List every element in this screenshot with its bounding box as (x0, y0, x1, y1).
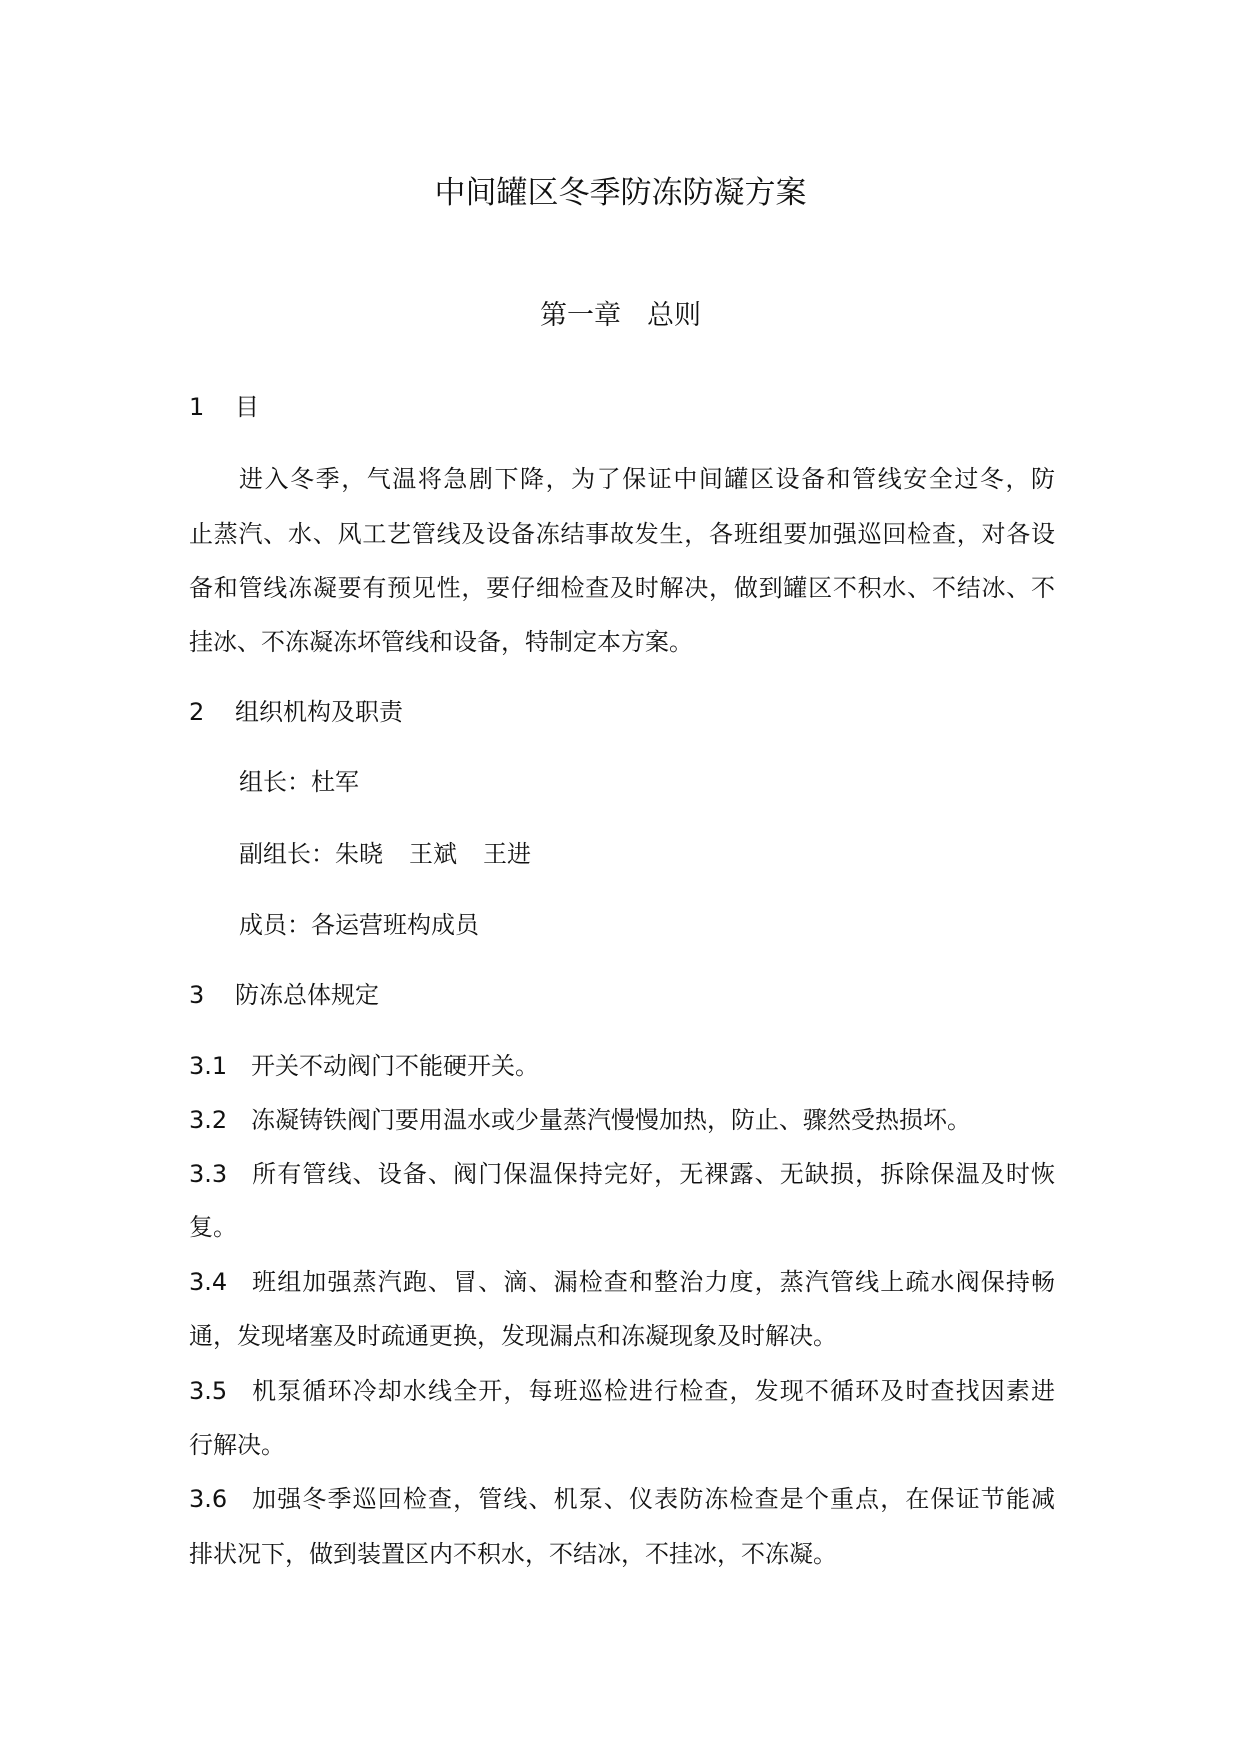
paragraph-line: 备和管线冻凝要有预见性，要仔细检查及时解决，做到罐区不积水、不结冰、不 (189, 574, 1055, 602)
deputy-name: 王进 (483, 840, 531, 868)
section-number: 2 (189, 698, 205, 726)
rule-3-6 (189, 1472, 1055, 1526)
members-value: 各运营班构成员 (311, 911, 479, 939)
rule-text: 班组加强蒸汽跑、冒、滴、漏检查和整治力度，蒸汽管线上疏水阀保持畅 (251, 1268, 1055, 1296)
rule-text-continued: 行解决。 (189, 1431, 285, 1459)
members-label: 成员： (239, 911, 311, 939)
rule-text: 所有管线、设备、阀门保温保持完好，无裸露、无缺损，拆除保温及时恢 (251, 1160, 1055, 1188)
chapter-name: 总则 (647, 300, 701, 331)
members-line (239, 898, 1055, 952)
paragraph-line: 挂冰、不冻凝冻坏管线和设备，特制定本方案。 (189, 628, 693, 656)
rule-number: 3.3 (189, 1160, 228, 1188)
deputy-label: 副组长： (239, 840, 335, 868)
chapter-label: 第一章 (540, 300, 621, 331)
rule-3-5 (189, 1364, 1055, 1418)
rule-3-4 (189, 1255, 1055, 1309)
section-number: 1 (189, 393, 205, 421)
paragraph-line: 止蒸汽、水、风工艺管线及设备冻结事故发生，各班组要加强巡回检查，对各设 (189, 520, 1055, 548)
deputy-line (239, 827, 1055, 881)
rule-3-1 (189, 1039, 1055, 1093)
rule-text-continued: 复。 (189, 1213, 237, 1241)
leader-label: 组长： (239, 768, 311, 796)
rule-number: 3.4 (189, 1268, 228, 1296)
rule-text: 加强冬季巡回检查，管线、机泵、仪表防冻检查是个重点，在保证节能减 (251, 1485, 1055, 1513)
section-title: 目 (235, 393, 259, 421)
rule-number: 3.2 (189, 1106, 228, 1134)
rule-3-3 (189, 1147, 1055, 1201)
section-1-heading (189, 380, 1055, 434)
rule-number: 3.1 (189, 1052, 228, 1080)
leader-name: 杜军 (311, 768, 359, 796)
rule-text: 冻凝铸铁阀门要用温水或少量蒸汽慢慢加热，防止、骤然受热损坏。 (251, 1106, 971, 1134)
deputy-name: 朱晓 (335, 840, 383, 868)
document-title: 中间罐区冬季防冻防凝方案 (434, 175, 807, 211)
chapter-heading (0, 289, 1241, 343)
rule-text-continued: 通，发现堵塞及时疏通更换，发现漏点和冻凝现象及时解决。 (189, 1322, 837, 1350)
leader-line (239, 755, 1055, 809)
rule-text: 机泵循环冷却水线全开，每班巡检进行检查，发现不循环及时查找因素进 (251, 1377, 1055, 1405)
section-title: 组织机构及职责 (235, 698, 403, 726)
deputy-name: 王斌 (409, 840, 457, 868)
rule-3-2 (189, 1093, 1055, 1147)
section-2-heading (189, 685, 1055, 739)
section-title: 防冻总体规定 (235, 981, 379, 1009)
rule-number: 3.5 (189, 1377, 228, 1405)
section-3-heading (189, 968, 1055, 1022)
paragraph-line: 进入冬季，气温将急剧下降，为了保证中间罐区设备和管线安全过冬，防 (239, 465, 1055, 493)
rule-number: 3.6 (189, 1485, 228, 1513)
section-number: 3 (189, 981, 205, 1009)
rule-text-continued: 排状况下，做到装置区内不积水，不结冰，不挂冰，不冻凝。 (189, 1540, 837, 1568)
rule-text: 开关不动阀门不能硬开关。 (251, 1052, 539, 1080)
